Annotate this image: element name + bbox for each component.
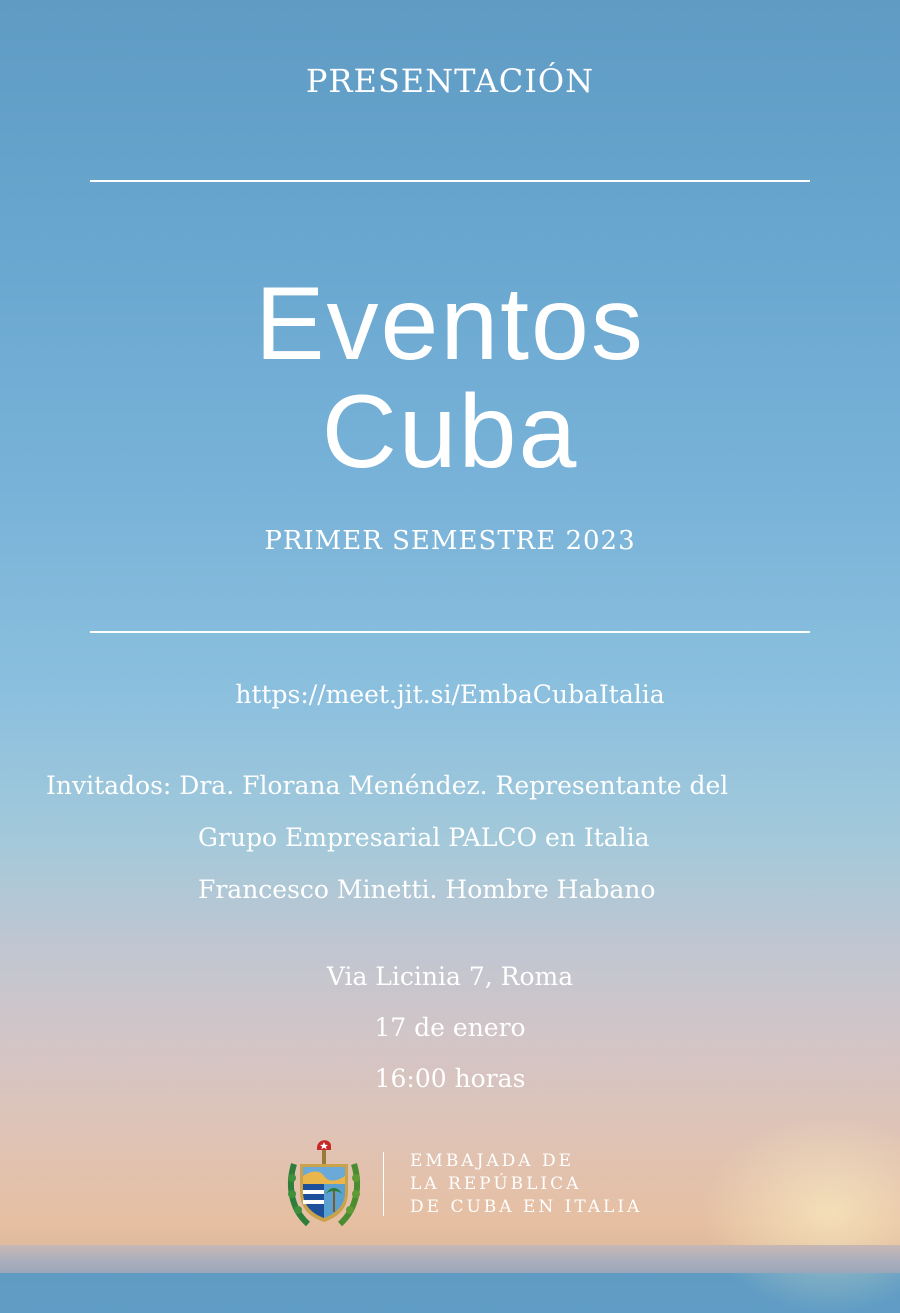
- guests-line-1: Invitados: Dra. Florana Menéndez. Representante del: [46, 771, 729, 800]
- title-line-1: Eventos: [255, 266, 645, 382]
- subtitle: PRIMER SEMESTRE 2023: [264, 526, 636, 556]
- sunset-glow: [700, 1113, 900, 1313]
- guests-block: [46, 760, 826, 916]
- embassy-line-2: LA REPÚBLICA: [410, 1174, 582, 1194]
- event-date: 17 de enero: [374, 1013, 526, 1042]
- top-divider: [90, 180, 810, 182]
- cuba-coat-of-arms-icon: [286, 1134, 362, 1230]
- presentation-heading: PRESENTACIÓN: [305, 62, 595, 100]
- embassy-line-3: DE CUBA EN ITALIA: [410, 1197, 643, 1217]
- sea-horizon: [0, 1245, 900, 1273]
- guests-line-2: Grupo Empresarial PALCO en Italia: [198, 823, 650, 852]
- guests-line-3: Francesco Minetti. Hombre Habano: [198, 875, 656, 904]
- title-line-2: Cuba: [321, 374, 579, 490]
- embassy-line-1: EMBAJADA DE: [410, 1151, 575, 1171]
- meeting-link[interactable]: https://meet.jit.si/EmbaCubaItalia: [235, 680, 665, 709]
- logo-divider: [383, 1152, 384, 1216]
- embassy-name: [410, 1150, 642, 1219]
- event-address: Via Licinia 7, Roma: [326, 962, 574, 991]
- event-time: 16:00 horas: [374, 1064, 526, 1093]
- middle-divider: [90, 631, 810, 633]
